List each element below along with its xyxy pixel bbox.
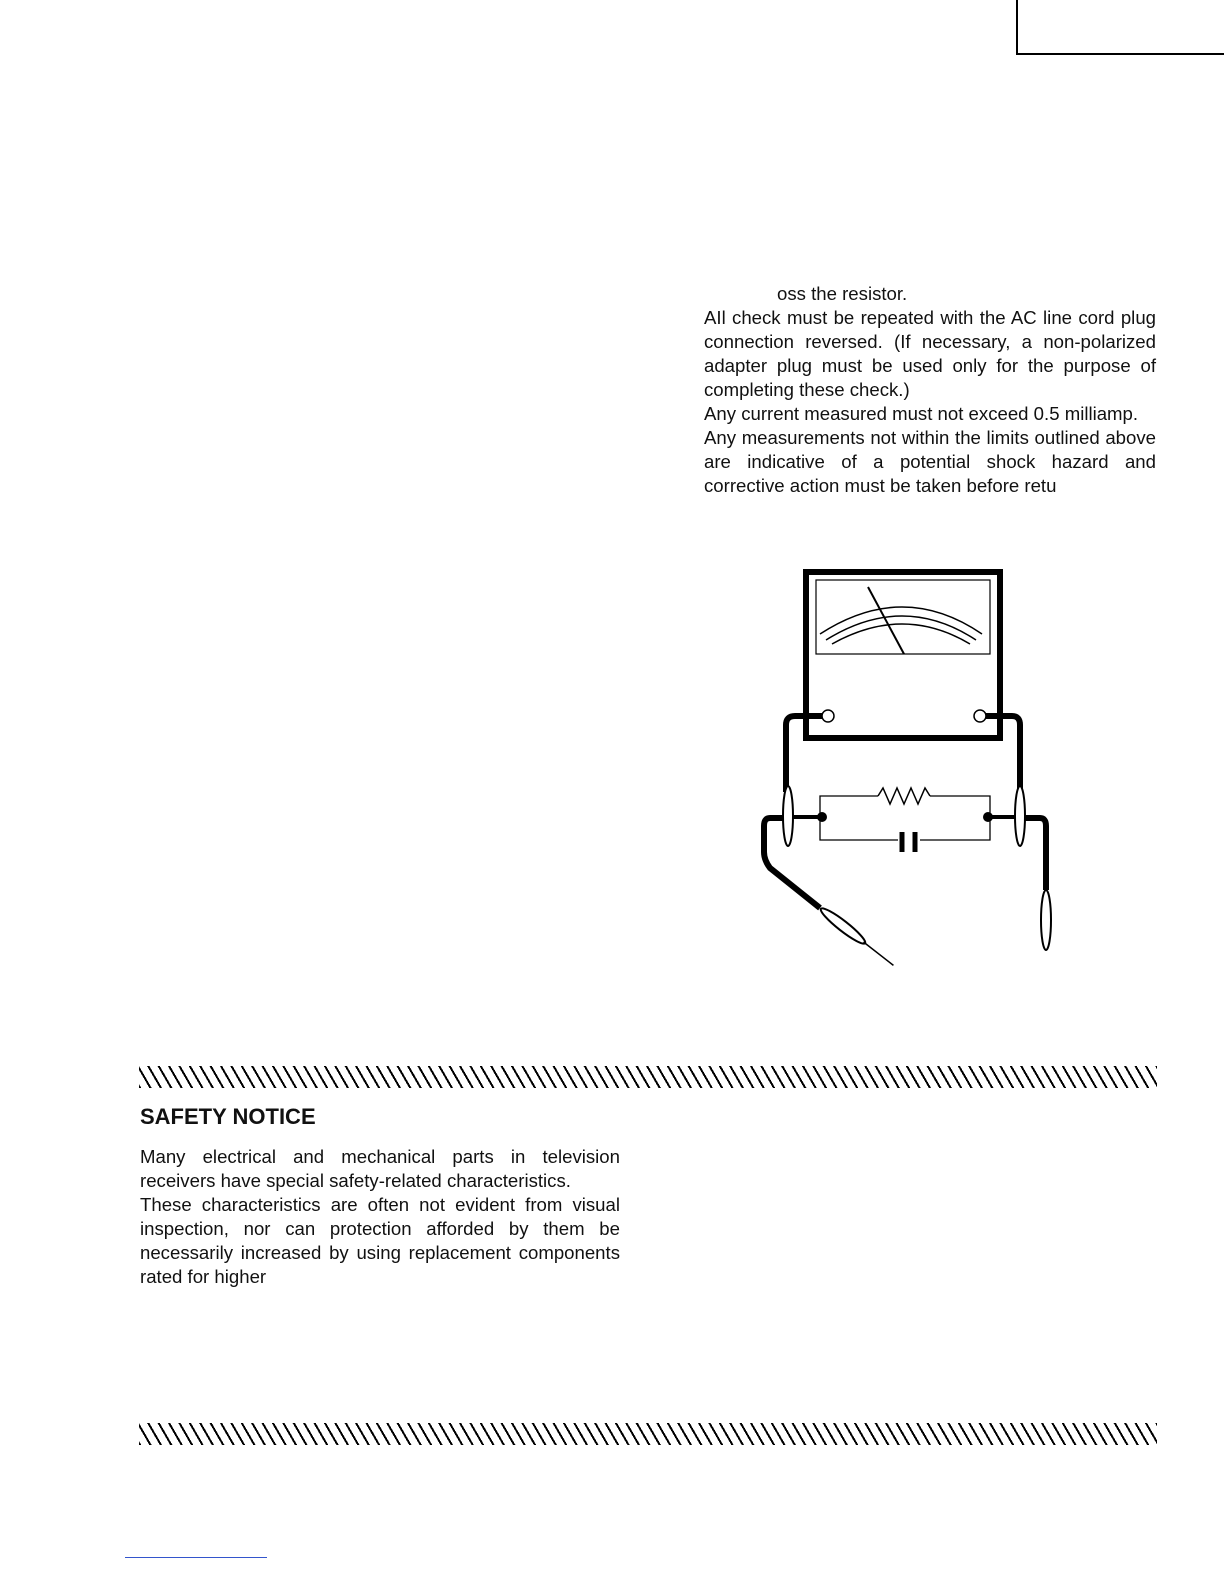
repeat-check-paragraph: AIl check must be repeated with the AC line cord plug connection reversed. (If necessary, a non-polarized adapter plug must be used only for the purpose of completing these check.) [704, 307, 1156, 400]
footer-link-underline[interactable] [125, 1557, 267, 1558]
leakage-check-column [704, 282, 1156, 498]
current-limit-paragraph: Any current measured must not exceed 0.5 milliamp. [704, 403, 1139, 424]
probe-left [818, 905, 897, 970]
terminal-left [822, 710, 834, 722]
hatch-rule-bottom [139, 1423, 1157, 1445]
hatch-rule-top [139, 1066, 1157, 1088]
node-left [817, 812, 827, 822]
node-right [983, 812, 993, 822]
probe-lead-right [1025, 818, 1046, 890]
terminal-right [974, 710, 986, 722]
page-tab-box [1016, 0, 1224, 55]
resistor-fragment: oss the resistor. [777, 283, 908, 304]
ac-voltmeter-test-circuit-icon [740, 560, 1070, 970]
safety-notice-line1: Many electrical and mechanical parts in television receivers have special safety-related characteristics. [140, 1146, 620, 1191]
limits-paragraph: Any measurements not within the limits outlined above are indicative of a potential shock hazard and corrective action must be taken before retu [704, 427, 1156, 496]
safety-notice-title: SAFETY NOTICE [140, 1104, 316, 1129]
clip-right [1015, 786, 1025, 846]
meter-dial [816, 580, 990, 654]
clip-left [783, 786, 793, 846]
safety-notice-line2: These characteristics are often not evident from visual inspection, nor can protection afforded by them be necessarily increased by using replacement components rated for higher [140, 1194, 620, 1287]
probe-right [1041, 890, 1051, 950]
safety-notice [140, 1103, 620, 1289]
